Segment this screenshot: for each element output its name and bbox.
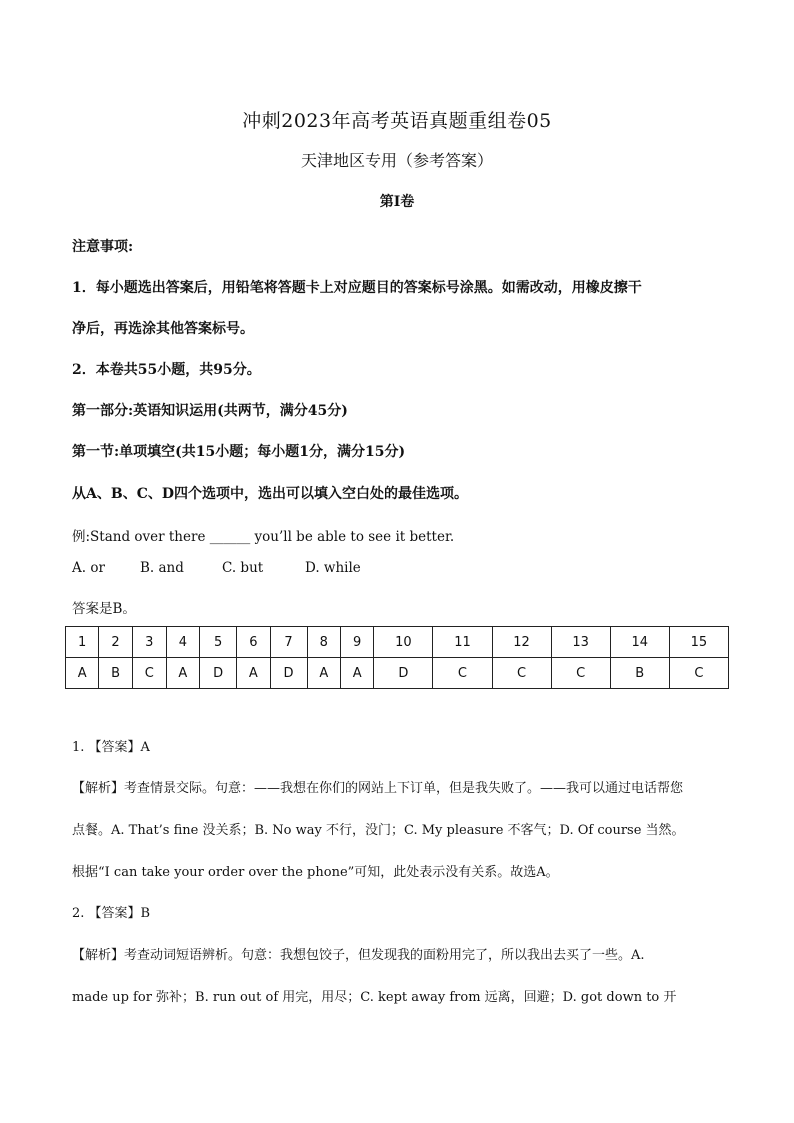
- question-number: 15: [669, 627, 728, 658]
- answer-cell: D: [374, 658, 433, 689]
- notes-item-1-line-2: 净后，再选涂其他答案标号。: [72, 321, 254, 337]
- answer-table-number-row: [66, 627, 729, 658]
- question-number: 5: [200, 627, 237, 658]
- example-sentence: 例:Stand over there ______ you’ll be able to see it better.: [72, 529, 455, 545]
- question-number: 4: [166, 627, 199, 658]
- answer-cell: C: [669, 658, 728, 689]
- section1-instruction: 从A、B、C、D四个选项中，选出可以填入空白处的最佳选项。: [72, 486, 468, 502]
- question-number: 10: [374, 627, 433, 658]
- q1-explanation-line-1: 【解析】考查情景交际。句意：——我想在你们的网站上下订单，但是我失败了。——我可以通过电话帮您: [72, 781, 684, 796]
- document-title: 冲刺2023年高考英语真题重组卷05: [242, 110, 552, 132]
- q1-explanation-line-3: 根据“I can take your order over the phone”可知，此处表示没有关系。故选A。: [72, 865, 559, 880]
- example-choice-a: A. or: [72, 560, 105, 576]
- question-number: 6: [237, 627, 270, 658]
- example-choice-d: D. while: [305, 560, 361, 576]
- answer-table-answer-row: [66, 658, 729, 689]
- question-number: 1: [66, 627, 99, 658]
- answer-cell: A: [237, 658, 270, 689]
- question-number: 7: [270, 627, 307, 658]
- answer-cell: C: [492, 658, 551, 689]
- answer-cell: B: [99, 658, 132, 689]
- answer-cell: C: [551, 658, 610, 689]
- answer-cell: A: [307, 658, 340, 689]
- notes-item-2: 2．本卷共55小题，共95分。: [72, 362, 261, 378]
- section1-heading: 第一节:单项填空(共15小题；每小题1分，满分15分): [72, 444, 406, 460]
- answer-cell: A: [66, 658, 99, 689]
- answer-cell: D: [200, 658, 237, 689]
- answer-table: [65, 626, 729, 689]
- q1-explanation-line-2: 点餐。A. That’s fine 没关系；B. No way 不行，没门；C. My pleasure 不客气；D. Of course 当然。: [72, 823, 685, 838]
- answer-cell: A: [166, 658, 199, 689]
- question-number: 2: [99, 627, 132, 658]
- question-number: 12: [492, 627, 551, 658]
- question-number: 13: [551, 627, 610, 658]
- answer-cell: B: [610, 658, 669, 689]
- question-number: 14: [610, 627, 669, 658]
- example-choice-b: B. and: [140, 560, 184, 576]
- question-number: 11: [433, 627, 492, 658]
- q1-answer: 1. 【答案】A: [72, 740, 150, 755]
- answer-cell: D: [270, 658, 307, 689]
- example-answer: 答案是B。: [72, 601, 136, 617]
- document-subtitle: 天津地区专用（参考答案）: [300, 151, 493, 170]
- q2-explanation-line-1: 【解析】考查动词短语辨析。句意：我想包饺子，但发现我的面粉用完了，所以我出去买了一些。A.: [72, 948, 645, 963]
- answer-cell: C: [433, 658, 492, 689]
- question-number: 9: [340, 627, 373, 658]
- notes-item-1-line-1: 1．每小题选出答案后，用铅笔将答题卡上对应题目的答案标号涂黑。如需改动，用橡皮擦干: [72, 280, 642, 296]
- q2-answer: 2. 【答案】B: [72, 906, 151, 921]
- part1-heading: 第一部分:英语知识运用(共两节，满分45分): [72, 403, 348, 419]
- question-number: 8: [307, 627, 340, 658]
- q2-explanation-line-2: made up for 弥补；B. run out of 用完，用尽；C. kept away from 远离，回避；D. got down to 开: [72, 990, 677, 1005]
- example-choice-c: C. but: [222, 560, 264, 576]
- answer-cell: C: [132, 658, 166, 689]
- volume-label: 第I卷: [379, 194, 415, 210]
- question-number: 3: [132, 627, 166, 658]
- answer-cell: A: [340, 658, 373, 689]
- notes-heading: 注意事项:: [72, 239, 134, 255]
